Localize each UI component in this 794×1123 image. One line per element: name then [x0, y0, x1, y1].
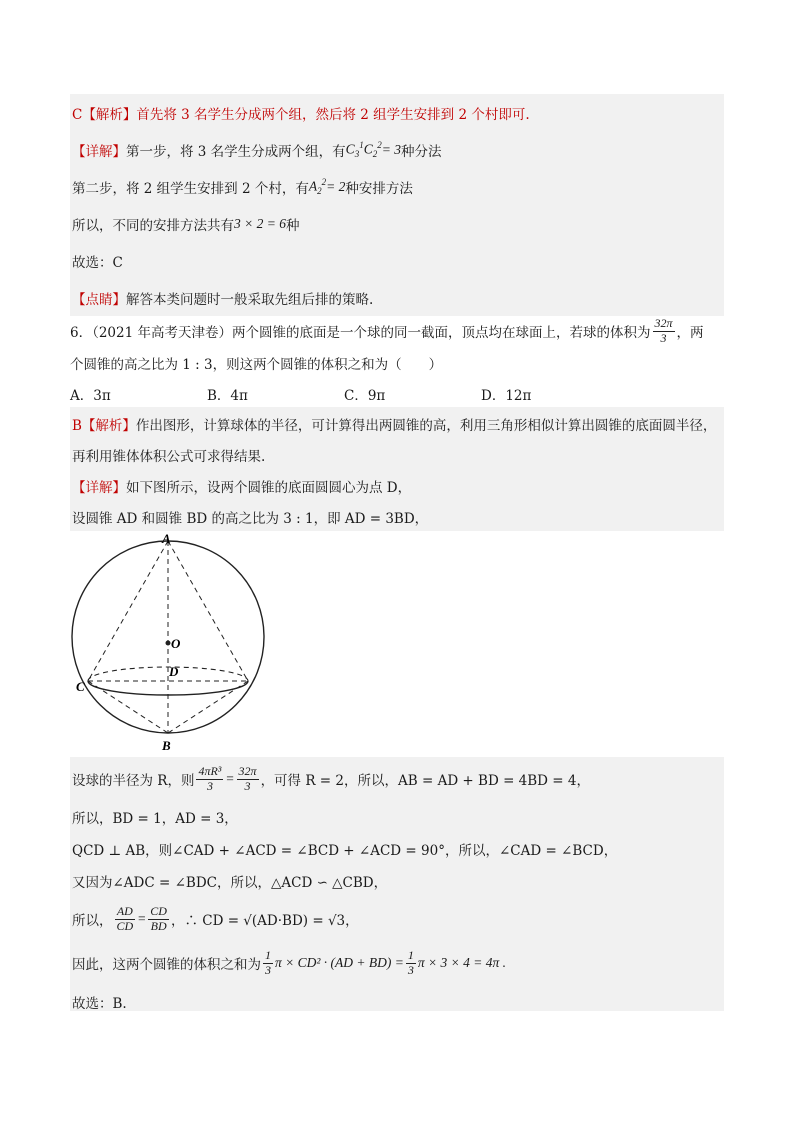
step2-text: 第二步，将 2 组学生安排到 2 个村，有 [72, 180, 309, 197]
q6-stem [70, 313, 724, 411]
q5-analysis [70, 94, 724, 131]
q5-answer [70, 242, 724, 279]
label-a: A [162, 531, 171, 546]
answer-text: 故选：C [72, 254, 123, 271]
q6-sol-line1: 设球的半径为 R，则 $\frac{\text{4πR³}}{3}$ = $\frac{32\pi}{3}$ ，可得 R = 2，所以，AB = AD + BD = 4BD = 4， [72, 764, 590, 793]
detail-formula: $C_3^1C_2^2$ [345, 139, 382, 160]
step2-eq: = 2 [326, 178, 346, 194]
q6-sol-line6: 因此，这两个圆锥的体积之和为 $\frac{1}{3}$ π × CD² · (AD + BD) = $\frac{1}{3}$ π × 3 × 4 = 4π . [72, 948, 506, 977]
q5-summary [70, 205, 724, 242]
option-c: C．9π [344, 388, 386, 404]
q5-solution [70, 94, 724, 316]
q5-step2 [70, 168, 724, 205]
summary-formula: 3 × 2 = 6 [234, 215, 286, 231]
diagram-area [70, 531, 724, 757]
q6-sol-line4: 又因为∠ADC = ∠BDC，所以，△ACD ∽ △CBD， [72, 875, 388, 891]
edge-ac [88, 541, 168, 681]
label-b: B [162, 738, 171, 753]
analysis-text: 首先将 3 名学生分成两个组，然后将 2 组学生安排到 2 个村即可. [136, 106, 530, 123]
step2-formula: $A_2^2$ [308, 176, 327, 197]
q6-sol-line2: 所以，BD = 1，AD = 3， [72, 811, 238, 827]
q6-stem-line1: 6．（2021 年高考天津卷）两个圆锥的底面是一个球的同一截面，顶点均在球面上，若球的体积为 $\frac{32\pi}{3}$ ，两 [70, 316, 704, 345]
q5-detail [70, 131, 724, 168]
summary-suffix: 种 [285, 217, 300, 234]
q6-detail-line2: 设圆锥 AD 和圆锥 BD 的高之比为 3 : 1，即 AD = 3BD， [72, 511, 429, 527]
note-text: 解答本类问题时一般采取先组后排的策略. [126, 291, 374, 308]
option-d: D．12π [481, 388, 532, 404]
summary-text: 所以，不同的安排方法共有 [72, 217, 234, 234]
label-d: D [169, 664, 179, 679]
volume-fraction: $\frac{32\pi}{3}$ [654, 316, 673, 345]
q6-detail-line1: 【详解】 如下图所示，设两个圆锥的底面圆圆心为点 D， [72, 480, 412, 496]
label-c: C [76, 679, 85, 694]
q6-analysis-line1: B【解析】 作出图形，计算球体的半径，可计算得出两圆锥的高，利用三角形相似计算出圆锥的底面圆半径， [72, 418, 717, 434]
option-b: B．4π [207, 388, 248, 404]
detail-prefix: 【详解】 [72, 143, 126, 160]
detail-suffix: 种分法 [400, 143, 442, 160]
q6-solution [70, 407, 724, 1011]
detail-text: 第一步，将 3 名学生分成两个组，有 [126, 143, 346, 160]
q6-stem-line2: 个圆锥的高之比为 1 : 3，则这两个圆锥的体积之和为（ ） [70, 357, 443, 373]
q6-sol-line3: QCD ⊥ AB，则∠CAD + ∠ACD = ∠BCD + ∠ACD = 90°，所以，∠CAD = ∠BCD， [72, 843, 618, 859]
step2-suffix: 种安排方法 [345, 180, 413, 197]
edge-a-right [168, 541, 248, 681]
q6-answer: 故选：B. [72, 996, 127, 1012]
label-o: O [171, 636, 181, 651]
q6-analysis-line2: 再利用锥体体积公式可求得结果. [72, 449, 266, 465]
sphere-diagram [70, 531, 290, 757]
detail-eq: = 3 [381, 141, 401, 157]
q5-note [70, 279, 724, 316]
note-prefix: 【点睛】 [72, 291, 126, 308]
center-point [166, 641, 171, 646]
q6-sol-line5: 所以， $\frac{AD}{CD}$ = $\frac{CD}{BD}$ ，∴ CD = √(AD·BD) = √3， [72, 904, 359, 933]
option-a: A．3π [70, 388, 111, 404]
q6-options [70, 377, 724, 411]
analysis-prefix: C【解析】 [72, 106, 137, 123]
